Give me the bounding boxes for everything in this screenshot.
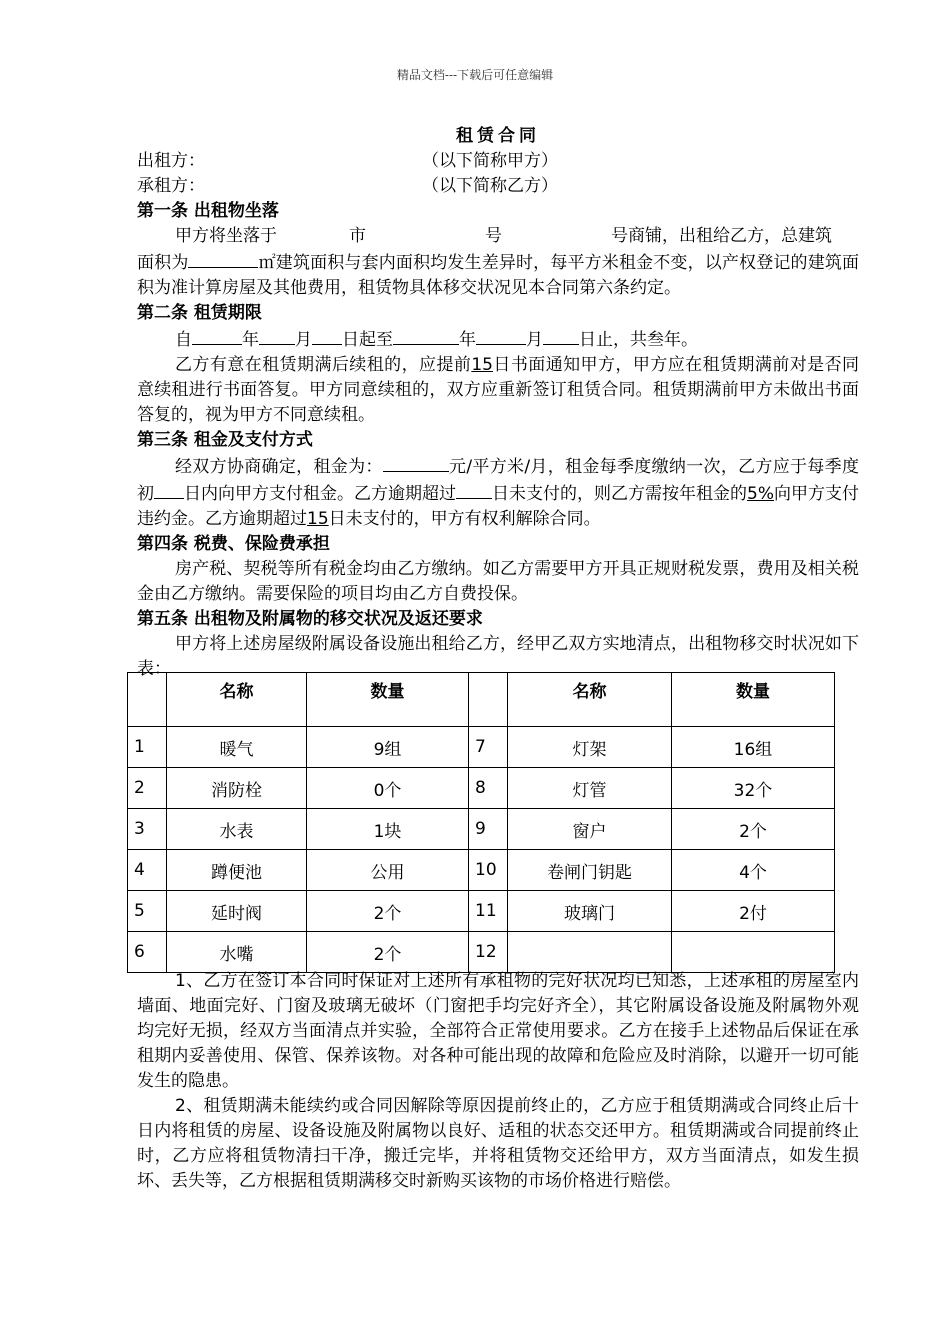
rent-text-1: 经双方协商确定，租金为： <box>175 457 383 477</box>
item-quantity-cell: 9组 <box>307 727 469 768</box>
overdue-blank <box>456 480 492 499</box>
article-4-heading: 第四条 税费、保险费承担 <box>137 534 330 554</box>
table-row <box>128 768 835 809</box>
rent-text-2: 元/平方米/月，租金每季度缴纳一次，乙方应于每季度初 <box>137 457 859 504</box>
table-row <box>128 727 835 768</box>
item-quantity-cell: 2付 <box>672 891 835 932</box>
item-name-cell: 延时阀 <box>167 891 307 932</box>
row-index-cell: 11 <box>469 891 508 932</box>
table-header-cell: 数量 <box>307 673 469 727</box>
item-quantity-cell: 2个 <box>672 809 835 850</box>
area-prefix: 面积为 <box>137 253 189 273</box>
article-1-line-1 <box>137 224 859 249</box>
lessor-label: 出租方： <box>137 151 205 171</box>
clause-2: 2、租赁期满未能续约或合同因解除等原因提前终止的，乙方应于租赁期满或合同终止后十日内将租赁的房屋、设备设施及附属物以良好、适租的状态交还甲方。租赁期满或合同提前终止时，乙方应将租赁物清扫干净，搬迁完毕，并将租赁物交还给甲方，双方当面清点，如发生损坏、丢失等，乙方根据租赁期满移交时新购买该物的市场价格进行赔偿。 <box>137 1096 859 1191</box>
item-name-cell: 消防栓 <box>167 768 307 809</box>
area-suffix: ㎡建筑面积与套内面积均发生差异时，每平方米租金不变，以产权登记的建筑面积为准计算房屋及其他费用，租赁物具体移交状况见本合同第六条约定。 <box>137 253 860 298</box>
row-index-cell: 8 <box>469 768 508 809</box>
penalty-percent: 5% <box>747 484 775 504</box>
item-quantity-cell: 1块 <box>307 809 469 850</box>
month-text: 月 <box>526 330 543 350</box>
item-name-cell: 水表 <box>167 809 307 850</box>
table-row <box>128 809 835 850</box>
period-to: 日起至 <box>342 330 393 350</box>
lessee-label: 承租方： <box>137 176 205 196</box>
handover-intro: 甲方将上述房屋级附属设备设施出租给乙方，经甲乙双方实地清点，出租物移交时状况如下表： <box>137 634 859 679</box>
termination-days: 15 <box>307 509 329 529</box>
rent-text-5: 向甲方支付违约金。乙方逾期超过 <box>137 484 860 529</box>
item-quantity-cell: 16组 <box>672 727 835 768</box>
location-text-city: 市 <box>349 226 366 246</box>
location-text-a: 甲方将坐落于 <box>175 226 277 246</box>
item-name-cell: 蹲便池 <box>167 850 307 891</box>
contract-body <box>137 124 859 682</box>
rent-blank <box>383 453 449 472</box>
item-quantity-cell: 4个 <box>672 850 835 891</box>
clause-1: 1、乙方在签订本合同时保证对上述所有承租物的完好状况均已知悉，上述承租的房屋室内墙面、地面完好、门窗及玻璃无破坏（门窗把手均完好齐全），其它附属设备设施及附属物外观均完好无损，经双方当面清点并实验，全部符合正常使用要求。乙方在接手上述物品后保证在承租期内妥善使用、保管、保养该物。对各种可能出现的故障和危险应及时消除，以避开一切可能发生的隐患。 <box>137 971 859 1091</box>
end-month-blank <box>476 326 526 345</box>
contract-title: 租赁合同 <box>456 126 540 146</box>
lessee-note: （以下简称乙方） <box>422 176 558 196</box>
pay-days-blank <box>154 480 184 499</box>
item-quantity-cell <box>672 932 835 973</box>
item-name-cell: 卷闸门钥匙 <box>508 850 672 891</box>
table-row <box>128 850 835 891</box>
lease-period <box>137 326 859 353</box>
item-name-cell: 暖气 <box>167 727 307 768</box>
month-text: 月 <box>295 330 312 350</box>
row-index-cell: 6 <box>128 932 167 973</box>
renewal-clause <box>137 353 859 428</box>
lessor-note: （以下简称甲方） <box>422 151 558 171</box>
location-text-shop: 号商铺，出租给乙方，总建筑 <box>611 226 832 246</box>
rent-clause <box>137 453 859 532</box>
table-row <box>128 932 835 973</box>
item-name-cell: 灯架 <box>508 727 672 768</box>
table-row <box>128 891 835 932</box>
location-text-number: 号 <box>485 226 502 246</box>
table-header-cell: 名称 <box>508 673 672 727</box>
item-name-cell: 灯管 <box>508 768 672 809</box>
table-header-cell <box>128 673 167 727</box>
lessor-line <box>137 149 859 174</box>
table-header-cell: 数量 <box>672 673 835 727</box>
row-index-cell: 9 <box>469 809 508 850</box>
table-header-row <box>128 673 835 727</box>
article-3-heading: 第三条 租金及支付方式 <box>137 430 313 450</box>
article-5-heading: 第五条 出租物及附属物的移交状况及返还要求 <box>137 609 483 629</box>
row-index-cell: 7 <box>469 727 508 768</box>
table-header-cell: 名称 <box>167 673 307 727</box>
start-day-blank <box>312 326 342 345</box>
rent-text-3: 日内向甲方支付租金。乙方逾期超过 <box>184 484 457 504</box>
end-day-blank <box>543 326 579 345</box>
end-year-blank <box>393 326 459 345</box>
item-quantity-cell: 32个 <box>672 768 835 809</box>
clauses <box>137 969 859 1194</box>
year-text: 年 <box>459 330 476 350</box>
start-year-blank <box>192 326 242 345</box>
article-2-heading: 第二条 租赁期限 <box>137 303 262 323</box>
rent-text-6: 日未支付的，甲方有权利解除合同。 <box>328 509 601 529</box>
item-name-cell: 玻璃门 <box>508 891 672 932</box>
lessee-line <box>137 174 859 199</box>
item-quantity-cell: 2个 <box>307 891 469 932</box>
item-name-cell <box>508 932 672 973</box>
rent-text-4: 日未支付的，则乙方需按年租金的 <box>492 484 748 504</box>
renewal-text-b: 日书面通知甲方，甲方应在租赁期满前对是否同意续租进行书面答复。甲方同意续租的，双方应重新签订租赁合同。租赁期满前甲方未做出书面答复的，视为甲方不同意续租。 <box>137 355 860 425</box>
period-from: 自 <box>175 330 192 350</box>
period-end: 日止，共叁年。 <box>579 330 698 350</box>
handover-table <box>127 672 835 973</box>
item-quantity-cell: 0个 <box>307 768 469 809</box>
tax-clause: 房产税、契税等所有税金均由乙方缴纳。如乙方需要甲方开具正规财税发票，费用及相关税金由乙方缴纳。需要保险的项目均由乙方自费投保。 <box>137 559 859 604</box>
item-quantity-cell: 公用 <box>307 850 469 891</box>
row-index-cell: 4 <box>128 850 167 891</box>
item-name-cell: 窗户 <box>508 809 672 850</box>
header-note: 精品文档---下载后可任意编辑 <box>396 68 554 82</box>
year-text: 年 <box>242 330 259 350</box>
row-index-cell: 3 <box>128 809 167 850</box>
row-index-cell: 12 <box>469 932 508 973</box>
area-blank <box>188 249 258 268</box>
row-index-cell: 2 <box>128 768 167 809</box>
renewal-text-a: 乙方有意在租赁期满后续租的，应提前 <box>175 355 472 375</box>
article-1-heading: 第一条 出租物坐落 <box>137 201 279 221</box>
item-quantity-cell: 2个 <box>307 932 469 973</box>
start-month-blank <box>259 326 295 345</box>
renewal-days: 15 <box>471 355 493 375</box>
row-index-cell: 5 <box>128 891 167 932</box>
row-index-cell: 10 <box>469 850 508 891</box>
row-index-cell: 1 <box>128 727 167 768</box>
item-name-cell: 水嘴 <box>167 932 307 973</box>
article-1-area <box>137 249 859 301</box>
table-header-cell <box>469 673 508 727</box>
